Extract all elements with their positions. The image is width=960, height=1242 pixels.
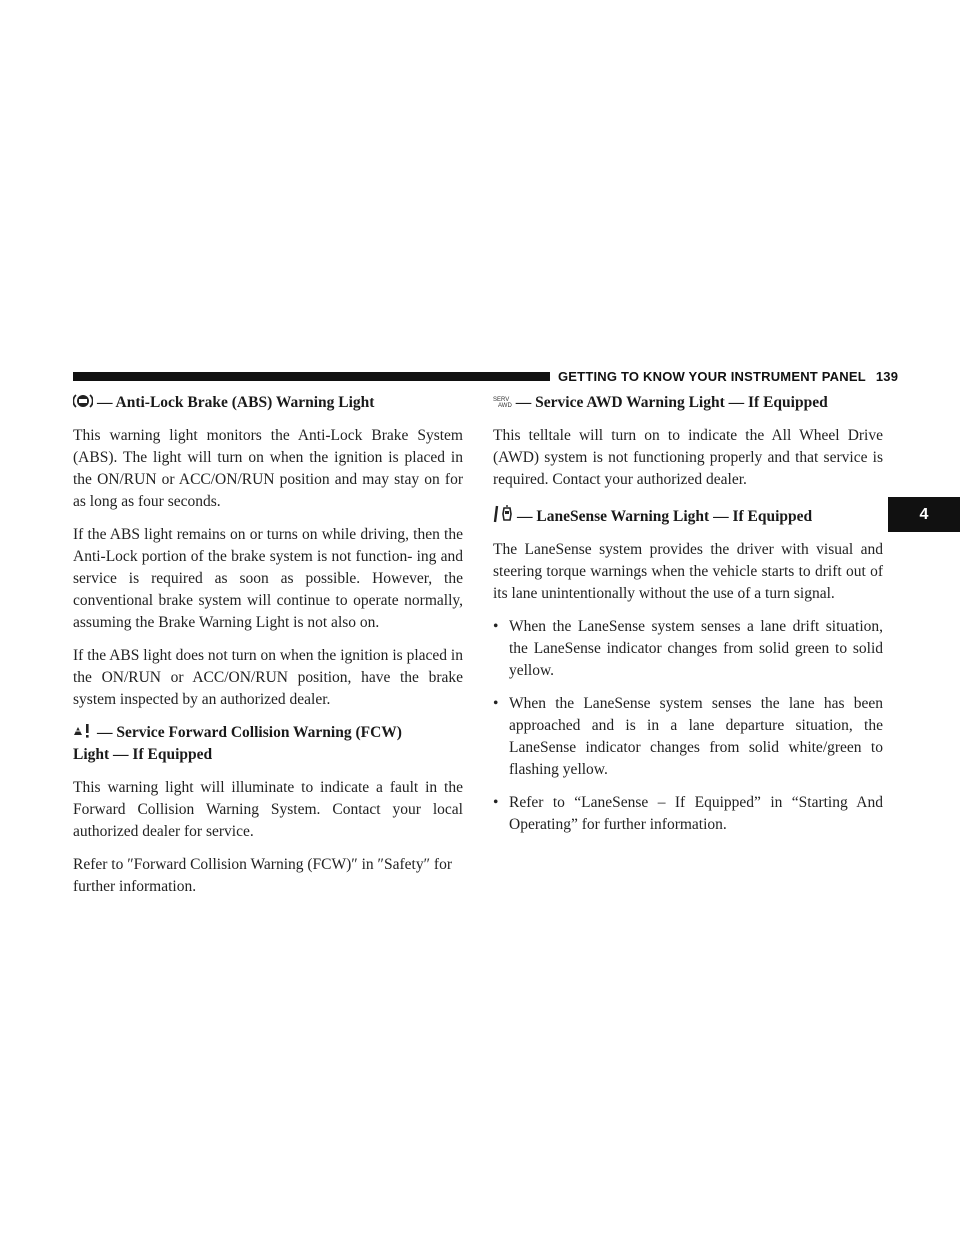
awd-icon-text-top: SERV	[493, 397, 510, 403]
bullet-text: When the LaneSense system senses the lane has been approached and is in a lane departure situation, the LaneSense indicator changes from solid white/green to flashing yellow.	[509, 695, 883, 778]
header-rule	[73, 372, 550, 381]
fcw-heading	[73, 722, 463, 766]
awd-heading-text: — Service AWD Warning Light — If Equipped	[515, 394, 828, 411]
awd-section	[493, 392, 883, 491]
bullet-glyph: •	[493, 695, 499, 712]
chapter-tab	[888, 497, 960, 532]
lanesense-warning-icon	[493, 505, 513, 523]
left-column	[73, 392, 463, 909]
abs-paragraph-2: If the ABS light remains on or turns on while driving, then the Anti-Lock portion of the brake system is not function- ing and service is required as soon as possible. However, the conventional brake system will continue to operate normally, assuming the Brake Warning Light is not also on.	[73, 526, 463, 631]
lanesense-section	[493, 505, 883, 836]
list-item	[493, 616, 883, 682]
lanesense-heading-text: — LaneSense Warning Light — If Equipped	[517, 508, 813, 525]
fcw-paragraph-1: This warning light will illuminate to indicate a fault in the Forward Collision Warning System. Contact your local authorized dealer for service.	[73, 779, 463, 840]
abs-heading	[73, 392, 463, 414]
fcw-heading-line-1: — Service Forward Collision Warning (FCW)	[97, 724, 402, 741]
abs-paragraph-1: This warning light monitors the Anti-Lock Brake System (ABS). The light will turn on when the ignition is placed in the ON/RUN or ACC/ON/RUN position and may stay on for as long as four seconds.	[73, 427, 463, 510]
fcw-section	[73, 722, 463, 898]
page-number: 139	[875, 369, 899, 384]
abs-paragraph-3: If the ABS light does not turn on when the ignition is placed in the ON/RUN or ACC/ON/RUN position, have the brake system inspected by an authorized dealer.	[73, 647, 463, 708]
abs-warning-icon	[73, 393, 93, 409]
lanesense-heading	[493, 505, 883, 528]
chapter-number: 4	[919, 505, 929, 523]
right-column	[493, 392, 883, 847]
fcw-paragraph-2: Refer to ″Forward Collision Warning (FCW)″ in ″Safety″ for further information.	[73, 856, 453, 895]
bullet-text: Refer to “LaneSense – If Equipped” in “Starting And Operating” for further information.	[509, 794, 883, 833]
fcw-heading-line-2: Light — If Equipped	[73, 746, 213, 763]
running-header	[558, 369, 899, 384]
bullet-text: When the LaneSense system senses a lane drift situation, the LaneSense indicator changes from solid green to solid yellow.	[509, 618, 883, 679]
bullet-glyph: •	[493, 794, 499, 811]
bullet-glyph: •	[493, 618, 499, 635]
header-title: GETTING TO KNOW YOUR INSTRUMENT PANEL	[558, 369, 866, 384]
awd-paragraph-1: This telltale will turn on to indicate the All Wheel Drive (AWD) system is not functioning properly and that service is required. Contact your authorized dealer.	[493, 427, 883, 488]
lanesense-bullet-list	[493, 616, 883, 836]
awd-icon-text-bottom: AWD	[498, 403, 512, 409]
service-awd-icon	[493, 397, 512, 409]
lanesense-paragraph-1: The LaneSense system provides the driver with visual and steering torque warnings when the vehicle starts to drift out of its lane unintentionally without the use of a turn signal.	[493, 541, 883, 602]
list-item	[493, 792, 883, 836]
awd-heading	[493, 392, 883, 414]
abs-section	[73, 392, 463, 711]
fcw-warning-icon	[73, 723, 93, 739]
abs-heading-text: — Anti-Lock Brake (ABS) Warning Light	[97, 394, 375, 411]
list-item	[493, 693, 883, 781]
